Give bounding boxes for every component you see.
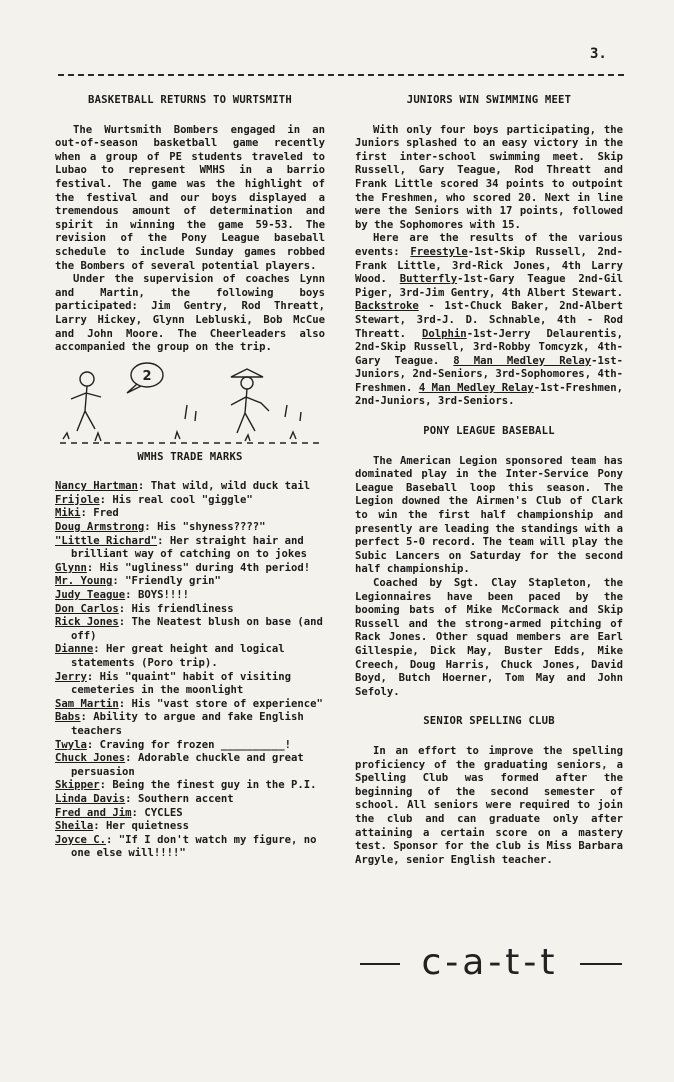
swim-event-results: - 1st-Chuck Baker, 2nd-Albert Stewart, 3rd-J. D. Schnable, 4th - Rod Threatt. xyxy=(355,300,623,340)
trademark-text: Craving for frozen __________! xyxy=(99,738,291,751)
trademark-name: Jerry xyxy=(55,670,87,683)
trademark-text: BOYS!!!! xyxy=(137,589,189,602)
header-rule xyxy=(58,74,624,76)
trademark-item: Twyla: Craving for frozen __________! xyxy=(55,738,291,751)
swim-event-results: -1st-Gary Teague 2nd-Gil Piger, 3rd-Jim Gentry, 4th Albert Stewart. xyxy=(355,273,623,299)
trademark-text: "Friendly grin" xyxy=(125,575,221,588)
trademark-name: Doug Armstrong xyxy=(55,521,145,534)
trademark-name: Dianne xyxy=(55,643,94,656)
trademark-item: Babs: Ability to argue and fake English teachers xyxy=(55,711,304,737)
trademark-name: Judy Teague xyxy=(55,589,126,602)
swimming-events xyxy=(355,246,623,408)
swim-event-name: 8 Man Medley Relay xyxy=(453,354,592,367)
trademark-item: Miki: Fred xyxy=(55,507,119,520)
trademark-item: Dianne: Her great height and logical statements (Poro trip). xyxy=(55,643,285,669)
trademark-text: His "quaint" habit of visiting cemeteries in the moonlight xyxy=(71,670,291,697)
trademark-item: Linda Davis: Southern accent xyxy=(55,792,234,805)
swim-event-name: 4 Man Medley Relay xyxy=(418,381,534,394)
trademark-name: Don Carlos xyxy=(55,602,119,615)
trademark-text: Her great height and logical statements (Poro trip). xyxy=(71,643,285,669)
pony-headline: PONY LEAGUE BASEBALL xyxy=(423,425,555,438)
trademark-text: That wild, wild duck tail xyxy=(150,480,311,493)
swim-event-name: Backstroke xyxy=(355,300,419,313)
basketball-cartoon-illustration xyxy=(55,359,325,445)
trademark-name: Frijole xyxy=(55,493,100,506)
trademark-text: Being the finest guy in the P.I. xyxy=(112,779,317,792)
trademark-item: Doug Armstrong: His "shyness????" xyxy=(55,521,266,534)
swim-event-results: -1st-Skip Russell, 2nd-Frank Little, 3rd-Rick Jones, 4th Larry Wood. xyxy=(355,245,623,286)
trademark-item: Skipper: Being the finest guy in the P.I. xyxy=(55,779,317,792)
trademark-name: Chuck Jones xyxy=(55,752,126,765)
trademark-name: Rick Jones xyxy=(55,616,119,629)
trademark-name: Fred and Jim xyxy=(55,806,132,819)
trademark-item: Frijole: His real cool "giggle" xyxy=(55,493,253,506)
trademark-item: Sheila: Her quietness xyxy=(55,820,189,833)
trademarks-headline: WMHS TRADE MARKS xyxy=(137,450,243,463)
page-number: 3. xyxy=(590,46,607,62)
trademark-item: Fred and Jim: CYCLES xyxy=(55,806,183,819)
trademark-text: The Neatest blush on base (and off) xyxy=(71,616,323,642)
swimming-results-intro: Here are the results of the various events: xyxy=(355,232,623,258)
trademark-name: Joyce C. xyxy=(55,833,107,846)
trademark-name: Glynn xyxy=(55,561,87,574)
spelling-paragraph-1: In an effort to improve the spelling proficiency of the graduating seniors, a Spelling Club was formed after the beginning of the second semester of school. All seniors were required to join the club and can graduate only after attaining a certain score on a mastery test. Sponsor for the club is Miss Barbara Argyle, senior English teacher. xyxy=(355,744,623,866)
cartoon-bubble-number: 2 xyxy=(142,368,152,384)
trademark-item: Mr. Young: "Friendly grin" xyxy=(55,575,221,588)
trademark-item: Don Carlos: His friendliness xyxy=(55,602,234,615)
trademark-text: CYCLES xyxy=(144,806,183,819)
left-column xyxy=(55,94,325,861)
trademark-name: Skipper xyxy=(55,779,100,792)
swim-event-name: Butterfly xyxy=(399,273,458,286)
trademark-item: Sam Martin: His "vast store of experience" xyxy=(55,697,323,710)
swim-event-results: -1st-Freshmen, 2nd-Juniors, 3rd-Seniors. xyxy=(355,381,623,408)
trademark-item: "Little Richard": Her straight hair and brilliant way of catching on to jokes xyxy=(55,534,307,561)
trademark-text: Ability to argue and fake English teachers xyxy=(71,711,304,737)
trademark-text: Fred xyxy=(93,507,119,520)
trademark-text: His real cool "giggle" xyxy=(112,493,253,506)
trademark-item: Judy Teague: BOYS!!!! xyxy=(55,589,189,602)
trademark-name: Sam Martin xyxy=(55,697,119,710)
trademark-item: Rick Jones: The Neatest blush on base (and off) xyxy=(55,616,323,642)
trademark-text: Her quietness xyxy=(106,820,189,833)
trademark-name: Nancy Hartman xyxy=(55,480,138,493)
trademark-text: Southern accent xyxy=(137,792,234,805)
trademark-name: Mr. Young xyxy=(55,575,113,588)
swimming-headline: JUNIORS WIN SWIMMING MEET xyxy=(406,94,572,106)
trademark-item: Glynn: His "ugliness" during 4th period! xyxy=(55,561,311,574)
trademark-text: "If I don't watch my figure, no one else will!!!!" xyxy=(71,833,317,860)
trademarks-list xyxy=(55,480,325,861)
swimming-results xyxy=(355,232,623,409)
trademark-item: Chuck Jones: Adorable chuckle and great persuasion xyxy=(55,752,304,778)
swim-event-name: Freestyle xyxy=(410,245,468,258)
trademark-name: Twyla xyxy=(55,738,87,751)
trademark-text: His friendliness xyxy=(131,602,234,615)
basketball-paragraph-1: The Wurtsmith Bombers engaged in an out-of-season basketball game recently when a group of PE students traveled to Lubao to represent WMHS in a barrio festival. The game was the highlight of the festival and our boys displayed a tremendous amount of determination and spirit in winning the game 59-53. The revision of the Pony League baseball schedule to include Sunday games robbed the Bombers of several potential players. xyxy=(55,123,325,272)
trademark-item: Nancy Hartman: That wild, wild duck tail xyxy=(55,480,311,493)
trademark-text: Her straight hair and brilliant way of catching on to jokes xyxy=(71,534,307,561)
swim-event-results: -1st-Jerry Delaurentis, 2nd-Skip Russell, 3rd-Robby Tomcyzk, 4th-Gary Teague. xyxy=(355,327,623,367)
trademark-name: "Little Richard" xyxy=(55,534,158,547)
right-column xyxy=(355,94,623,867)
trademark-name: Babs xyxy=(55,711,81,724)
catt-signature-text: c-a-t-t xyxy=(421,942,559,983)
trademark-name: Miki xyxy=(55,507,81,520)
trademark-text: His "shyness????" xyxy=(157,521,266,534)
trademark-text: Adorable chuckle and great persuasion xyxy=(71,752,304,778)
trademark-name: Sheila xyxy=(55,820,94,833)
basketball-headline: BASKETBALL RETURNS TO WURTSMITH xyxy=(88,94,292,106)
trademark-name: Linda Davis xyxy=(55,792,126,805)
pony-paragraph-2: Coached by Sgt. Clay Stapleton, the Legionnaires have been paced by the booming bats of Mike McCormack and Skip Russell and the strong-armed pitching of Rack Jones. Other squad members are Earl Gillespie, Dick May, Buster Edds, Mike Creech, Doug Harris, Chuck Jones, David Boyd, Butch Hoerner, Tom May and John Sefoly. xyxy=(355,577,623,698)
swim-event-name: Dolphin xyxy=(422,327,467,340)
trademark-item: Joyce C.: "If I don't watch my figure, no one else will!!!!" xyxy=(55,833,317,860)
trademark-text: His "vast store of experience" xyxy=(131,697,323,710)
swim-event-results: -1st-Juniors, 2nd-Seniors, 3rd-Sophomores, 4th-Freshmen. xyxy=(355,354,623,394)
spelling-headline: SENIOR SPELLING CLUB xyxy=(423,715,555,728)
catt-signature xyxy=(360,940,625,986)
trademark-text: His "ugliness" during 4th period! xyxy=(99,561,311,574)
swimming-paragraph-1: With only four boys participating, the Juniors splashed to an easy victory in the first inter-school swimming meet. Skip Russell, Gary Teague, Rod Threatt and Frank Little scored 34 points to outpoint the Freshmen, who scored 20. Next in line were the Seniors with 17 points, followed by the Sophomores with 15. xyxy=(355,123,623,231)
pony-paragraph-1: The American Legion sponsored team has dominated play in the Inter-Service Pony League Baseball loop this season. The Legion downed the Airmen's Club of Clark to win the first half championship and presently are leading the standings with a perfect 5-0 record. The team will play the Subic Lancers on Saturday for the second half championship. xyxy=(355,454,623,576)
trademark-item: Jerry: His "quaint" habit of visiting cemeteries in the moonlight xyxy=(55,670,291,697)
basketball-paragraph-2: Under the supervision of coaches Lynn and Martin, the following boys participated: Jim Gentry, Rod Threatt, Larry Hickey, Glynn Lebluski, Bob McCue and John Moore. The Cheerleaders also accompanied the group on the trip. xyxy=(55,273,325,354)
